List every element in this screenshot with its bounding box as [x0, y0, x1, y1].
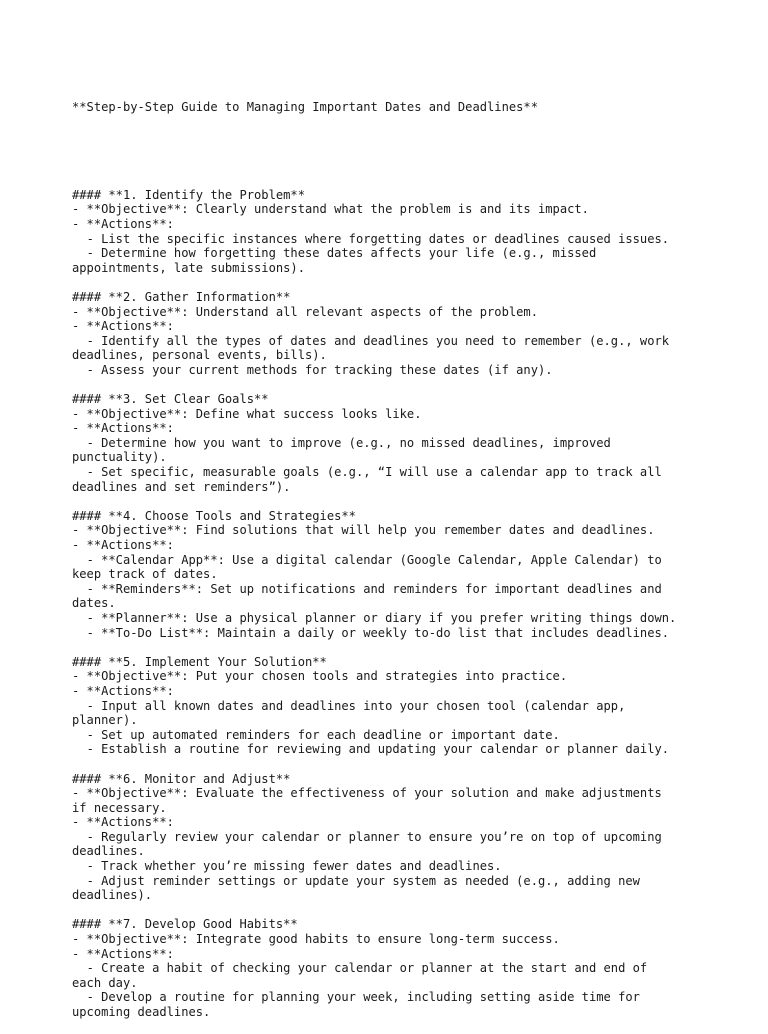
- section-2: [72, 290, 712, 392]
- section-line: - **Objective**: Put your chosen tools and strategies into practice.: [72, 669, 568, 684]
- section-line: - Create a habit of checking your calendar or planner at the start and end of: [72, 961, 648, 976]
- document-title: **Step-by-Step Guide to Managing Important Dates and Deadlines**: [72, 100, 538, 115]
- section-heading: #### **7. Develop Good Habits**: [72, 917, 298, 932]
- section-line: - Determine how forgetting these dates affects your life (e.g., missed: [72, 246, 597, 261]
- section-line: appointments, late submissions).: [72, 260, 305, 275]
- section-6: [72, 772, 712, 918]
- section-line: - Set specific, measurable goals (e.g., “I will use a calendar app to track all: [72, 465, 662, 480]
- section-line: - **Actions**:: [72, 421, 174, 436]
- spacer: [72, 377, 712, 392]
- section-line: - List the specific instances where forgetting dates or deadlines caused issues.: [72, 231, 670, 246]
- section-line: planner).: [72, 713, 138, 728]
- section-line: - **Actions**:: [72, 319, 174, 334]
- section-line: - **Actions**:: [72, 538, 174, 552]
- section-line: - **Objective**: Find solutions that will help you remember dates and deadlines.: [72, 523, 655, 538]
- section-line: - Identify all the types of dates and deadlines you need to remember (e.g., work: [72, 333, 670, 348]
- document-sections: [72, 188, 712, 1020]
- section-line: - **Objective**: Define what success looks like.: [72, 406, 422, 421]
- section-line: - **To-Do List**: Maintain a daily or weekly to-do list that includes deadlines.: [72, 625, 670, 640]
- section-line: - Set up automated reminders for each deadline or important date.: [72, 727, 560, 742]
- spacer: [72, 144, 712, 159]
- section-line: punctuality).: [72, 450, 167, 465]
- section-3: [72, 392, 712, 509]
- section-line: - **Calendar App**: Use a digital calendar (Google Calendar, Apple Calendar) to: [72, 552, 662, 567]
- spacer: [72, 640, 712, 655]
- document-page: [72, 71, 712, 1034]
- section-line: keep track of dates.: [72, 567, 218, 582]
- section-heading: #### **1. Identify the Problem**: [72, 187, 305, 202]
- section-line: - **Planner**: Use a physical planner or diary if you prefer writing things down.: [72, 610, 677, 625]
- section-line: - Develop a routine for planning your week, including setting aside time for: [72, 990, 640, 1005]
- section-line: - **Objective**: Clearly understand what the problem is and its impact.: [72, 202, 589, 217]
- section-line: - **Actions**:: [72, 815, 174, 830]
- section-line: - **Objective**: Evaluate the effectiveness of your solution and make adjustments: [72, 786, 662, 801]
- section-line: - Assess your current methods for tracking these dates (if any).: [72, 362, 553, 377]
- section-line: deadlines.: [72, 844, 145, 859]
- section-line: - **Objective**: Understand all relevant aspects of the problem.: [72, 304, 538, 319]
- section-line: if necessary.: [72, 800, 167, 815]
- section-line: - **Objective**: Integrate good habits to ensure long-term success.: [72, 932, 560, 947]
- section-line: deadlines and set reminders”).: [72, 479, 291, 494]
- section-line: - Establish a routine for reviewing and updating your calendar or planner daily.: [72, 742, 670, 757]
- section-7: [72, 917, 712, 1019]
- section-line: - **Actions**:: [72, 216, 174, 231]
- section-line: - **Actions**:: [72, 946, 174, 961]
- section-line: - **Actions**:: [72, 683, 174, 698]
- section-heading: #### **2. Gather Information**: [72, 289, 291, 304]
- section-1: [72, 188, 712, 290]
- section-line: deadlines).: [72, 888, 153, 903]
- section-heading: #### **3. Set Clear Goals**: [72, 392, 269, 407]
- section-5: [72, 655, 712, 772]
- spacer: [72, 275, 712, 290]
- spacer: [72, 757, 712, 772]
- section-line: - Input all known dates and deadlines into your chosen tool (calendar app,: [72, 698, 626, 713]
- section-line: - Regularly review your calendar or planner to ensure you’re on top of upcoming: [72, 829, 662, 844]
- section-line: each day.: [72, 975, 138, 990]
- section-4: [72, 509, 712, 655]
- section-line: - Adjust reminder settings or update your system as needed (e.g., adding new: [72, 873, 640, 888]
- section-line: dates.: [72, 596, 116, 611]
- section-heading: #### **5. Implement Your Solution**: [72, 654, 327, 669]
- section-line: - Determine how you want to improve (e.g., no missed deadlines, improved: [72, 435, 611, 450]
- section-heading: #### **6. Monitor and Adjust**: [72, 771, 291, 786]
- section-line: upcoming deadlines.: [72, 1005, 211, 1019]
- spacer: [72, 494, 712, 509]
- spacer: [72, 903, 712, 918]
- section-heading: #### **4. Choose Tools and Strategies**: [72, 508, 356, 523]
- section-line: deadlines, personal events, bills).: [72, 348, 327, 363]
- section-line: - **Reminders**: Set up notifications and reminders for important deadlines and: [72, 581, 662, 596]
- section-line: - Track whether you’re missing fewer dates and deadlines.: [72, 859, 502, 874]
